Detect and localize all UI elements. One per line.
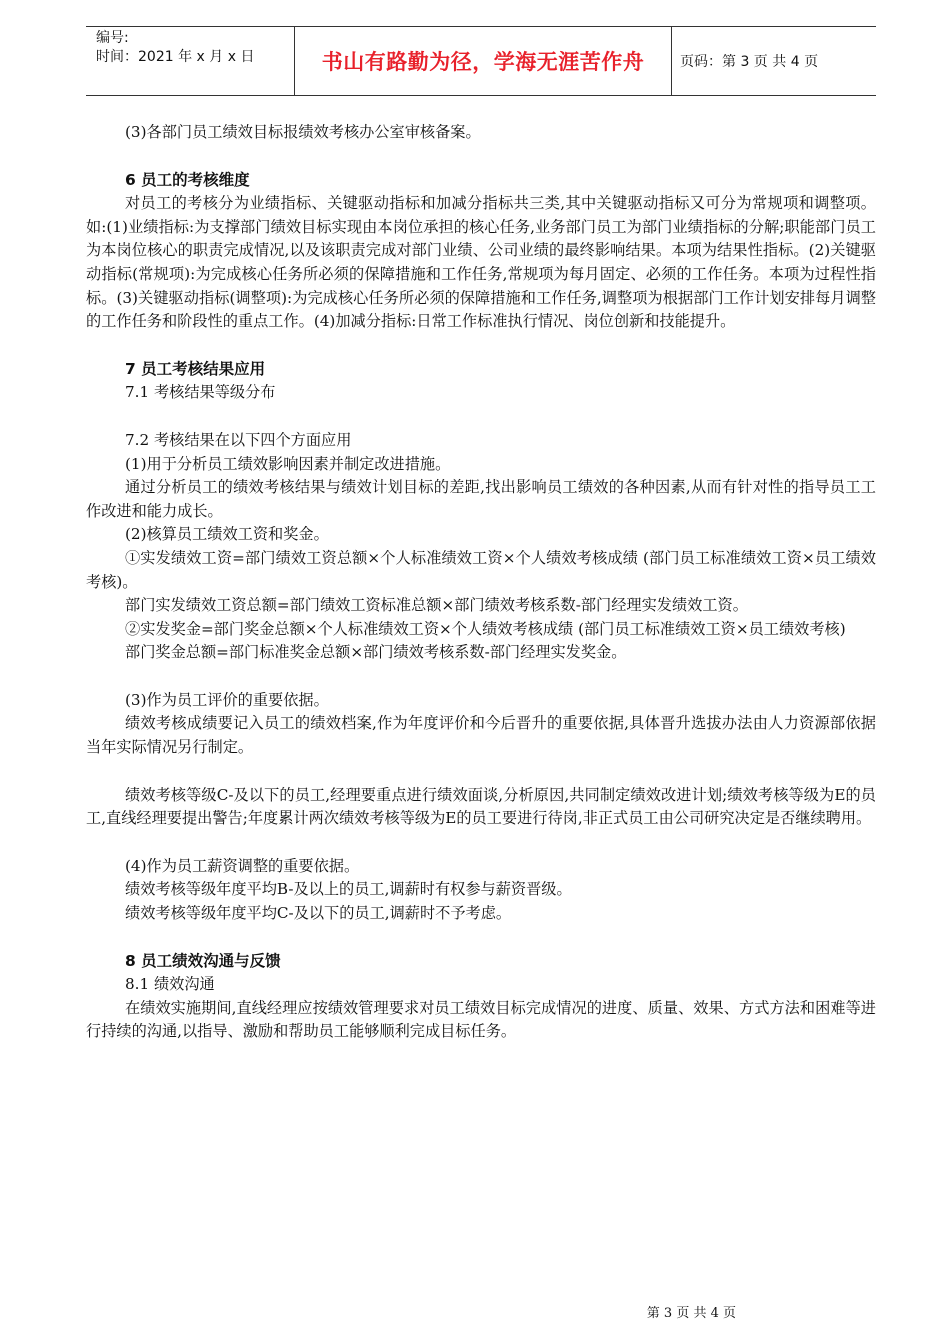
paragraph: (4)作为员工薪资调整的重要依据。 — [125, 856, 360, 875]
paragraph: (3)作为员工评价的重要依据。 — [125, 690, 329, 709]
subsection-7-2: 7.2 考核结果在以下四个方面应用 — [125, 430, 352, 449]
spacer — [86, 926, 876, 950]
paragraph: 通过分析员工的绩效考核结果与绩效计划目标的差距,找出影响员工绩效的各种因素,从而有针对性的指导员工工作改进和能力成长。 — [86, 478, 876, 520]
spacer — [86, 405, 876, 429]
spacer — [86, 145, 876, 169]
paragraph: (3)各部门员工绩效目标报绩效考核办公室审核备案。 — [125, 123, 481, 141]
paragraph: 绩效考核成绩要记入员工的绩效档案,作为年度评价和今后晋升的重要依据,具体晋升选拔办法由人力资源部依据当年实际情况另行制定。 — [86, 714, 876, 757]
paragraph: ②实发奖金=部门奖金总额×个人标准绩效工资×个人绩效考核成绩 (部门员工标准绩效工资×员工绩效考核) — [125, 619, 846, 638]
document-date-label: 时间：2021 年 x 月 x 日 — [96, 49, 255, 65]
paragraph: (1)用于分析员工绩效影响因素并制定改进措施。 — [125, 454, 451, 473]
paragraph: 绩效考核等级年度平均B-及以上的员工,调薪时有权参与薪资晋级。 — [125, 880, 572, 899]
page-footer: 第 3 页 共 4 页 — [646, 1306, 736, 1321]
spacer — [86, 334, 876, 358]
paragraph: 绩效考核等级C-及以下的员工,经理要重点进行绩效面谈,分析原因,共同制定绩效改进计划;绩效考核等级为E的员工,直线经理要提出警告;年度累计两次绩效考核等级为E的员工要进行待岗,非正式员工由公司研究决定是否继续聘用。 — [86, 785, 876, 828]
document-number-label: 编号: — [96, 30, 129, 46]
section-heading-8: 8 员工绩效沟通与反馈 — [125, 951, 281, 970]
page-header — [86, 26, 876, 96]
paragraph: 在绩效实施期间,直线经理应按绩效管理要求对员工绩效目标完成情况的进度、质量、效果、方式方法和困难等进行持续的沟通,以指导、激励和帮助员工能够顺利完成目标任务。 — [86, 998, 876, 1041]
header-page-number: 页码：第 3 页 共 4 页 — [680, 54, 819, 70]
document-body — [86, 121, 876, 1044]
paragraph: ①实发绩效工资=部门绩效工资总额×个人标准绩效工资×个人绩效考核成绩 (部门员工标准绩效工资×员工绩效考核)。 — [86, 548, 876, 591]
header-info-cell — [86, 27, 295, 95]
paragraph: 部门实发绩效工资总额=部门绩效工资标准总额×部门绩效考核系数-部门经理实发绩效工资。 — [125, 596, 748, 615]
paragraph: 对员工的考核分为业绩指标、关键驱动指标和加减分指标共三类,其中关键驱动指标又可分为常规项和调整项。如:(1)业绩指标:为支撑部门绩效目标实现由本岗位承担的核心任务,业务部门员工为部门业绩指标的分解;职能部门员工为本岗位核心的职责完成情况,以及该职责完成对部门业绩、公司业绩的最终影响结果。本项为结果性指标。(2)关键驱动指标(常规项):为完成核心任务所必须的保障措施和工作任务,常规项为每月固定、必须的工作任务。本项为过程性指标。(3)关键驱动指标(调整项):为完成核心任务所必须的保障措施和工作任务,调整项为根据部门工作计划安排每月调整的工作任务和阶段性的重点工作。(4)加减分指标:日常工作标准执行情况、岗位创新和技能提升。 — [86, 194, 876, 331]
spacer — [86, 665, 876, 689]
paragraph: (2)核算员工绩效工资和奖金。 — [125, 525, 329, 544]
paragraph: 绩效考核等级年度平均C-及以下的员工,调薪时不予考虑。 — [125, 904, 512, 923]
paragraph: 部门奖金总额=部门标准奖金总额×部门绩效考核系数-部门经理实发奖金。 — [125, 643, 627, 662]
header-motto: 书山有路勤为径，学海无涯苦作舟 — [295, 27, 672, 95]
subsection-8-1: 8.1 绩效沟通 — [125, 975, 215, 994]
section-heading-6: 6 员工的考核维度 — [125, 170, 250, 189]
spacer — [86, 831, 876, 855]
section-heading-7: 7 员工考核结果应用 — [125, 359, 266, 378]
spacer — [86, 760, 876, 784]
subsection-7-1: 7.1 考核结果等级分布 — [125, 383, 276, 402]
